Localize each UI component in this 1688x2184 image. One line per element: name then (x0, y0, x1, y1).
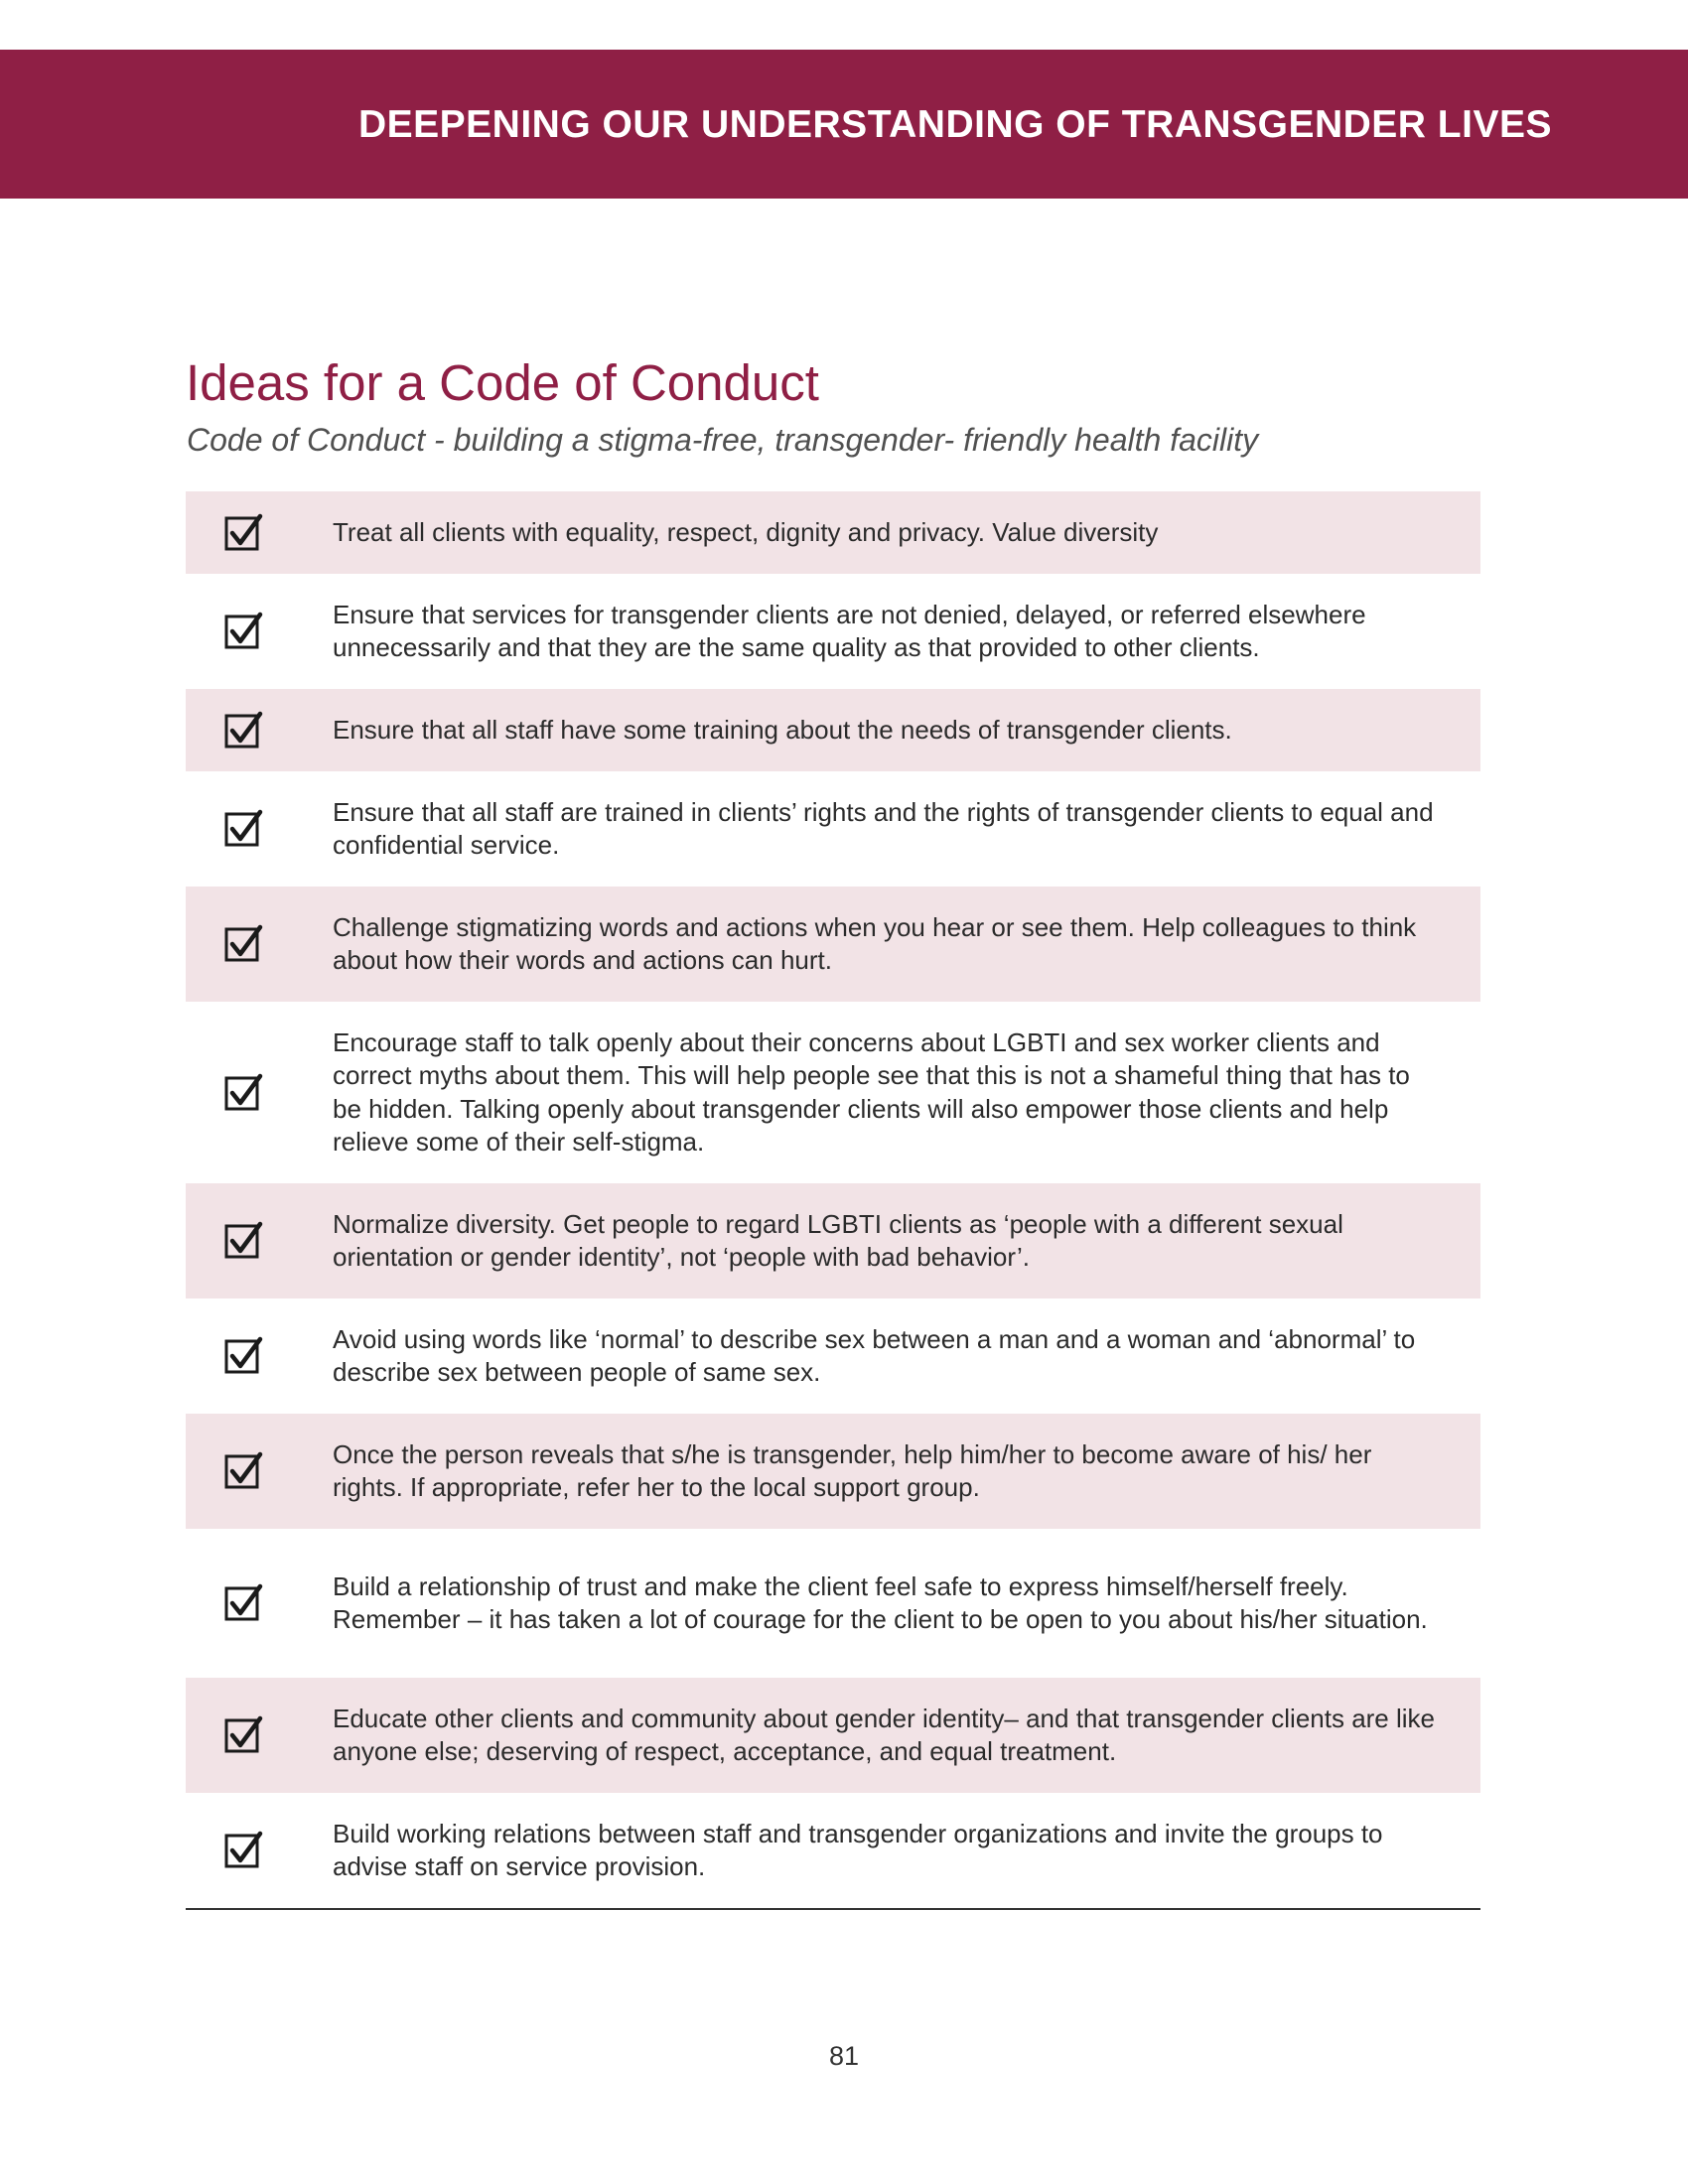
header-band (0, 50, 1688, 199)
list-item-text: Normalize diversity. Get people to regard LGBTI clients as ‘people with a different sexual orientation or gender identity’, not ‘people with bad behavior’. (333, 1208, 1343, 1272)
list-item (186, 491, 1480, 574)
list-item-text: Avoid using words like ‘normal’ to describe sex between a man and a woman and ‘abnormal’ to describe sex between people of same sex. (333, 1323, 1416, 1387)
checkbox-checked-icon (223, 612, 263, 651)
checkbox-checked-icon (223, 1073, 263, 1113)
checkbox-cell (186, 1073, 333, 1113)
checkbox-cell (186, 1715, 333, 1755)
list-item-text: Ensure that all staff are trained in clients’ rights and the rights of transgender clients to equal and confidential service. (333, 796, 1434, 860)
checkbox-cell (186, 1831, 333, 1870)
code-of-conduct-list (186, 491, 1480, 1910)
checkbox-checked-icon (223, 1221, 263, 1261)
list-item (186, 1529, 1480, 1678)
list-item (186, 1793, 1480, 1908)
list-item-text: Once the person reveals that s/he is transgender, help him/her to become aware of his/ her rights. If appropriate, refer her to the local support group. (333, 1438, 1372, 1502)
list-item (186, 771, 1480, 887)
checkbox-cell (186, 1336, 333, 1376)
checkbox-checked-icon (223, 1715, 263, 1755)
list-item-text: Challenge stigmatizing words and actions when you hear or see them. Help colleagues to think about how their words and actions can hurt. (333, 911, 1417, 975)
list-item (186, 1183, 1480, 1298)
page-title: Ideas for a Code of Conduct (186, 354, 819, 411)
checkbox-checked-icon (223, 1583, 263, 1623)
list-item (186, 689, 1480, 771)
checkbox-cell (186, 1451, 333, 1491)
checkbox-checked-icon (223, 1336, 263, 1376)
list-item (186, 574, 1480, 689)
checkbox-cell (186, 612, 333, 651)
checkbox-checked-icon (223, 711, 263, 751)
checkbox-cell (186, 924, 333, 964)
list-item (186, 1298, 1480, 1414)
checkbox-checked-icon (223, 924, 263, 964)
header-title: DEEPENING OUR UNDERSTANDING OF TRANSGENDER LIVES (357, 103, 1552, 146)
page-number: 81 (828, 2041, 860, 2071)
page-subtitle: Code of Conduct - building a stigma-free, transgender- friendly health facility (187, 422, 1259, 458)
list-item-text: Ensure that services for transgender clients are not denied, delayed, or referred elsewhere unnecessarily and that they are the same quality as that provided to other clients. (333, 599, 1366, 662)
list-item (186, 887, 1480, 1002)
checkbox-checked-icon (223, 1451, 263, 1491)
checkbox-checked-icon (223, 1831, 263, 1870)
list-item-text: Educate other clients and community about gender identity– and that transgender clients are like anyone else; deserving of respect, acceptance, and equal treatment. (333, 1703, 1436, 1766)
checkbox-cell (186, 1221, 333, 1261)
checkbox-cell (186, 711, 333, 751)
checkbox-checked-icon (223, 513, 263, 553)
list-item-text: Treat all clients with equality, respect, dignity and privacy. Value diversity (333, 516, 1159, 547)
checkbox-cell (186, 1583, 333, 1623)
list-item-text: Build working relations between staff and transgender organizations and invite the groups to advise staff on service provision. (333, 1818, 1383, 1881)
list-item (186, 1414, 1480, 1529)
list-item (186, 1002, 1480, 1183)
list-item-text: Ensure that all staff have some training about the needs of transgender clients. (333, 714, 1232, 745)
list-item-text: Encourage staff to talk openly about their concerns about LGBTI and sex worker clients and correct myths about them. This will help people see that this is not a shameful thing that has to be hidden. Talking openly about transgender clients will also empower those clients and help relieve some of their self-stigma. (333, 1026, 1410, 1157)
list-item-text: Build a relationship of trust and make the client feel safe to express himself/herself freely. Remember – it has taken a lot of courage for the client to be open to you about his/her situation. (333, 1570, 1428, 1634)
checkbox-cell (186, 809, 333, 849)
checkbox-checked-icon (223, 809, 263, 849)
checkbox-cell (186, 513, 333, 553)
list-item (186, 1678, 1480, 1793)
